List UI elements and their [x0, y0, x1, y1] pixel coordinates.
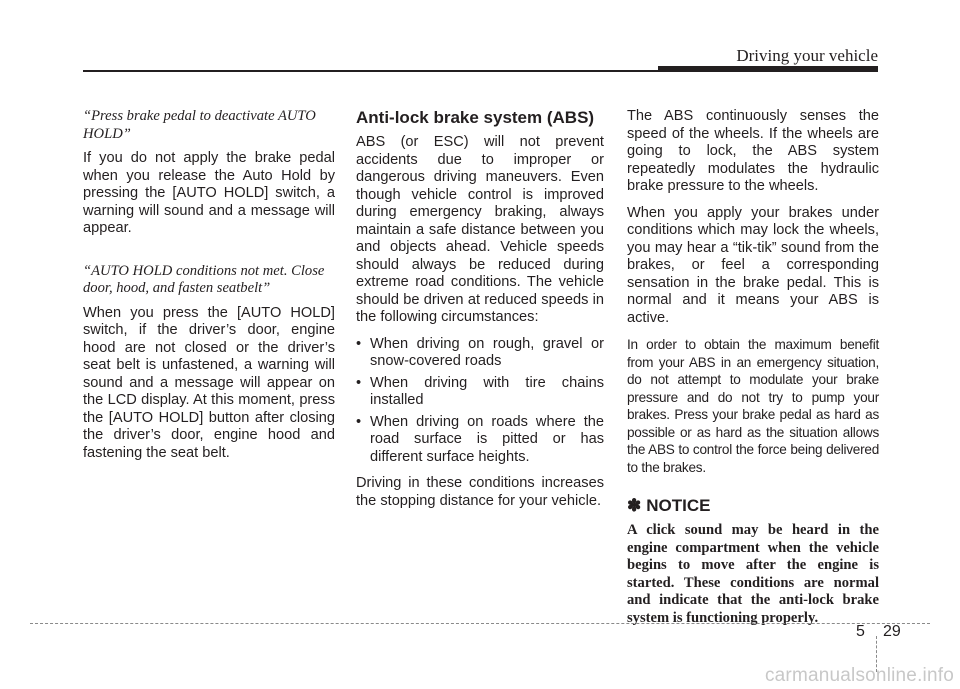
notice-title: NOTICE	[646, 496, 711, 515]
list-item: • When driving on rough, gravel or snow-covered roads	[356, 335, 604, 369]
section-heading-abs: Anti-lock brake system (ABS)	[356, 108, 595, 127]
paragraph-abs-intro: ABS (or ESC) will not prevent accidents due to improper or dangerous driving maneuvers. Even though vehicle control is improved during emergency braking, always maintain a safe distance between you and objects ahead. Vehicle speeds should always be reduced during extreme road conditions. The vehicle should be driven at reduced speeds in the following circumstances:	[356, 134, 604, 325]
notice-body: A click sound may be heard in the engine compartment when the vehicle begins to move after the engine is started. These conditions are normal and indicate that the anti-lock brake system is functioning properly.	[627, 522, 879, 626]
paragraph-auto-hold-release: If you do not apply the brake pedal when you release the Auto Hold by pressing the [AUTO HOLD] switch, a warning will sound and a message will appear.	[83, 150, 335, 236]
header-rule-thick	[658, 66, 878, 72]
circumstance-list	[356, 336, 604, 467]
column-left	[83, 108, 335, 471]
chapter-number: 5	[856, 623, 865, 640]
column-right	[627, 108, 879, 627]
paragraph-auto-hold-conditions: When you press the [AUTO HOLD] switch, if the driver’s door, engine hood are not closed or the driver’s seat belt is unfastened, a warning will sound and a message will appear on the LCD display. At this moment, press the [AUTO HOLD] button after closing the driver’s door, engine hood and fastening the seat belt.	[83, 304, 335, 461]
watermark: carmanualsonline.info	[764, 665, 954, 686]
paragraph-tik-tik: When you apply your brakes under conditions which may lock the wheels, you may hear a “tik-tik” sound from the brakes, or feel a corresponding sensation in the brake pedal. This is normal and it means your ABS is active.	[627, 204, 879, 326]
header-rule-thin	[83, 70, 658, 72]
notice-star-icon: ✽	[627, 496, 642, 515]
list-item: • When driving with tire chains installed	[356, 374, 604, 408]
column-middle	[356, 108, 604, 519]
footer-rule	[30, 623, 930, 624]
quote-auto-hold-conditions: “AUTO HOLD conditions not met. Close door, hood, and fasten seatbelt”	[83, 262, 325, 296]
quote-auto-hold-deactivate: “Press brake pedal to deactivate AUTO HOLD”	[83, 108, 316, 142]
list-item: • When driving on roads where the road surface is pitted or has different surface heights.	[356, 413, 604, 465]
notice-heading	[627, 496, 879, 516]
paragraph-abs-senses: The ABS continuously senses the speed of the wheels. If the wheels are going to lock, the ABS system repeatedly modulates the hydraulic brake pressure to the wheels.	[627, 108, 879, 194]
paragraph-stopping-distance: Driving in these conditions increases the stopping distance for your vehicle.	[356, 475, 604, 509]
page-number: 29	[883, 623, 901, 640]
paragraph-maximum-benefit: In order to obtain the maximum benefit from your ABS in an emergency situation, do not attempt to modulate your brake pressure and do not try to pump your brakes. Press your brake pedal as hard as possible or as hard as the situation allows the ABS to control the force being delivered to the brakes.	[627, 337, 879, 475]
page-header-title: Driving your vehicle	[736, 46, 878, 65]
